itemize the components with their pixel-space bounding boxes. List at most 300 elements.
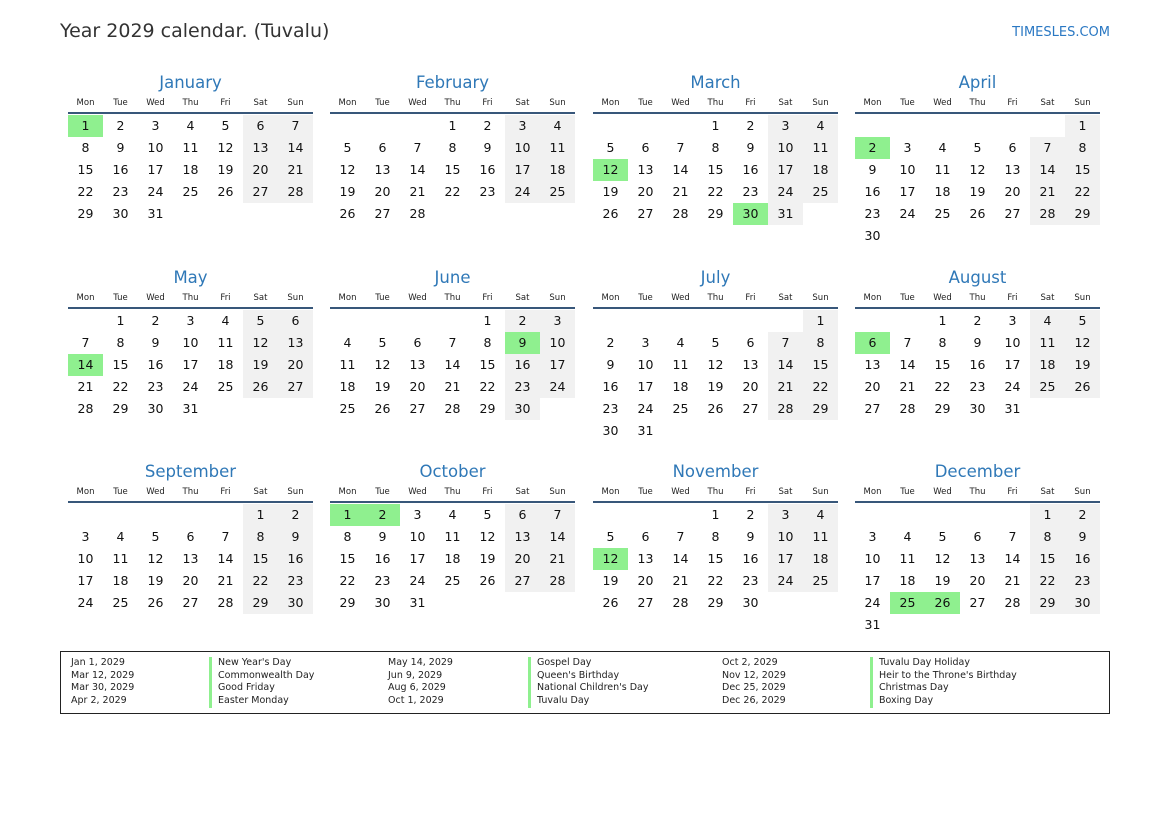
day-grid — [593, 504, 838, 614]
day-cell: 30 — [112, 206, 129, 221]
day-cell: 5 — [606, 529, 615, 544]
day-cell: 13 — [969, 551, 986, 566]
day-cell: 21 — [1004, 573, 1021, 588]
day-cell: 12 — [969, 162, 986, 177]
weekday-label: Wed — [671, 293, 690, 303]
holiday-name: Gospel Day — [528, 657, 648, 670]
day-cell: 20 — [505, 548, 540, 570]
day-cell: 21 — [409, 184, 426, 199]
day-cell: 3 — [186, 313, 195, 328]
day-cell: 16 — [742, 162, 759, 177]
month-name: July — [700, 268, 731, 287]
header-rule — [68, 501, 313, 503]
day-cell: 17 — [182, 357, 199, 372]
empty-cell — [663, 504, 698, 526]
day-cell: 15 — [1030, 548, 1065, 570]
weekday-label: Thu — [707, 487, 724, 497]
day-cell: 3 — [81, 529, 90, 544]
weekday-label: Wed — [933, 487, 952, 497]
weekday-label: Fri — [482, 98, 493, 108]
day-cell: 22 — [1065, 181, 1100, 203]
weekday-header — [330, 97, 575, 112]
empty-cell — [960, 115, 995, 137]
day-cell: 3 — [868, 529, 877, 544]
day-cell: 24 — [1004, 379, 1021, 394]
day-cell: 27 — [637, 595, 654, 610]
holiday-day-cell: 6 — [855, 332, 890, 354]
month-november — [593, 461, 838, 614]
month-name: June — [434, 268, 471, 287]
weekday-label: Tue — [113, 487, 128, 497]
weekday-label: Sat — [515, 293, 530, 303]
weekday-label: Sun — [287, 293, 304, 303]
day-cell: 17 — [637, 379, 654, 394]
weekday-label: Wed — [408, 293, 427, 303]
weekday-label: Tue — [900, 487, 915, 497]
empty-cell — [400, 310, 435, 332]
empty-cell — [365, 115, 400, 137]
day-cell: 19 — [243, 354, 278, 376]
day-cell: 16 — [969, 357, 986, 372]
day-cell: 6 — [278, 310, 313, 332]
weekday-label: Sat — [253, 293, 268, 303]
day-cell: 3 — [768, 504, 803, 526]
day-cell: 9 — [278, 526, 313, 548]
weekday-header — [593, 97, 838, 112]
empty-cell — [663, 115, 698, 137]
day-cell: 3 — [413, 507, 422, 522]
day-cell: 7 — [221, 529, 230, 544]
day-cell: 31 — [1004, 401, 1021, 416]
day-cell: 9 — [378, 529, 387, 544]
header-rule — [593, 307, 838, 309]
day-cell: 26 — [602, 206, 619, 221]
empty-cell — [593, 310, 628, 332]
header-rule — [593, 112, 838, 114]
holiday-date: Mar 30, 2029 — [71, 682, 135, 694]
holiday-name: National Children's Day — [528, 682, 648, 695]
day-cell: 3 — [641, 335, 650, 350]
day-cell: 10 — [147, 140, 164, 155]
day-cell: 21 — [672, 573, 689, 588]
weekday-label: Mon — [76, 98, 95, 108]
weekday-header — [68, 97, 313, 112]
day-cell: 27 — [505, 570, 540, 592]
weekday-label: Wed — [408, 98, 427, 108]
month-name: February — [415, 73, 490, 92]
day-cell: 15 — [243, 548, 278, 570]
day-cell: 11 — [217, 335, 234, 350]
month-march — [593, 72, 838, 225]
day-cell: 8 — [711, 529, 720, 544]
day-cell: 19 — [602, 184, 619, 199]
weekday-label: Sat — [253, 487, 268, 497]
day-cell: 15 — [444, 162, 461, 177]
weekday-label: Sun — [1074, 487, 1091, 497]
weekday-label: Wed — [408, 487, 427, 497]
day-cell: 12 — [243, 332, 278, 354]
day-cell: 7 — [903, 335, 912, 350]
day-cell: 23 — [969, 379, 986, 394]
day-grid — [855, 504, 1100, 636]
holiday-day-cell: 12 — [593, 159, 628, 181]
weekday-label: Fri — [220, 293, 231, 303]
day-cell: 13 — [1004, 162, 1021, 177]
day-cell: 30 — [1065, 592, 1100, 614]
day-cell: 5 — [151, 529, 160, 544]
empty-cell — [733, 310, 768, 332]
day-cell: 4 — [186, 118, 195, 133]
day-cell: 28 — [899, 401, 916, 416]
day-cell: 28 — [217, 595, 234, 610]
day-cell: 3 — [151, 118, 160, 133]
day-cell: 12 — [934, 551, 951, 566]
day-cell: 26 — [243, 376, 278, 398]
day-cell: 6 — [378, 140, 387, 155]
day-cell: 28 — [768, 398, 803, 420]
day-cell: 11 — [444, 529, 461, 544]
day-cell: 30 — [278, 592, 313, 614]
empty-cell — [855, 115, 890, 137]
day-cell: 28 — [672, 595, 689, 610]
day-grid — [330, 504, 575, 614]
holiday-name: Queen's Birthday — [528, 670, 648, 683]
day-cell: 14 — [768, 354, 803, 376]
holiday-name: Good Friday — [209, 682, 314, 695]
day-cell: 22 — [339, 573, 356, 588]
day-cell: 7 — [413, 140, 422, 155]
day-cell: 25 — [803, 570, 838, 592]
day-cell: 9 — [746, 140, 755, 155]
day-cell: 14 — [409, 162, 426, 177]
day-cell: 6 — [746, 335, 755, 350]
day-cell: 27 — [243, 181, 278, 203]
empty-cell — [698, 310, 733, 332]
day-cell: 15 — [803, 354, 838, 376]
day-grid — [68, 310, 313, 420]
weekday-label: Sat — [778, 293, 793, 303]
holiday-day-cell: 2 — [365, 504, 400, 526]
day-cell: 9 — [973, 335, 982, 350]
empty-cell — [365, 310, 400, 332]
day-cell: 9 — [746, 529, 755, 544]
day-cell: 5 — [378, 335, 387, 350]
day-cell: 2 — [1065, 504, 1100, 526]
day-cell: 8 — [1030, 526, 1065, 548]
day-cell: 22 — [243, 570, 278, 592]
day-cell: 23 — [505, 376, 540, 398]
day-cell: 30 — [374, 595, 391, 610]
day-cell: 15 — [479, 357, 496, 372]
day-cell: 11 — [803, 137, 838, 159]
day-cell: 29 — [339, 595, 356, 610]
month-name: August — [948, 268, 1007, 287]
weekday-label: Tue — [375, 293, 390, 303]
weekday-label: Sun — [549, 293, 566, 303]
weekday-label: Fri — [745, 293, 756, 303]
day-cell: 17 — [147, 162, 164, 177]
holiday-day-cell: 30 — [733, 203, 768, 225]
day-cell: 29 — [112, 401, 129, 416]
holiday-date: Oct 1, 2029 — [388, 695, 444, 707]
day-cell: 5 — [243, 310, 278, 332]
day-cell: 20 — [1004, 184, 1021, 199]
page-title: Year 2029 calendar. (Tuvalu) — [60, 20, 330, 42]
day-cell: 27 — [969, 595, 986, 610]
day-cell: 7 — [81, 335, 90, 350]
day-cell: 12 — [1065, 332, 1100, 354]
day-cell: 13 — [637, 551, 654, 566]
day-cell: 8 — [711, 140, 720, 155]
month-october — [330, 461, 575, 614]
empty-cell — [330, 115, 365, 137]
weekday-label: Tue — [638, 487, 653, 497]
day-cell: 16 — [864, 184, 881, 199]
month-name: October — [419, 462, 486, 481]
day-cell: 25 — [339, 401, 356, 416]
day-cell: 11 — [1030, 332, 1065, 354]
holiday-day-cell: 1 — [330, 504, 365, 526]
weekday-label: Sat — [1040, 487, 1055, 497]
day-cell: 24 — [77, 595, 94, 610]
weekday-header — [855, 292, 1100, 307]
day-cell: 13 — [278, 332, 313, 354]
day-cell: 28 — [409, 206, 426, 221]
day-cell: 13 — [182, 551, 199, 566]
holiday-day-cell: 1 — [68, 115, 103, 137]
holiday-name-column — [209, 657, 314, 708]
day-cell: 19 — [374, 379, 391, 394]
day-cell: 18 — [217, 357, 234, 372]
day-cell: 30 — [864, 228, 881, 243]
empty-cell — [995, 504, 1030, 526]
day-cell: 8 — [803, 332, 838, 354]
day-cell: 1 — [116, 313, 125, 328]
weekday-label: Thu — [182, 293, 199, 303]
day-cell: 14 — [899, 357, 916, 372]
day-cell: 19 — [1065, 354, 1100, 376]
day-cell: 31 — [768, 203, 803, 225]
day-cell: 14 — [672, 551, 689, 566]
day-cell: 28 — [672, 206, 689, 221]
day-cell: 12 — [217, 140, 234, 155]
day-cell: 26 — [217, 184, 234, 199]
day-cell: 8 — [116, 335, 125, 350]
empty-cell — [1030, 115, 1065, 137]
day-cell: 19 — [217, 162, 234, 177]
day-cell: 17 — [768, 548, 803, 570]
day-cell: 1 — [1065, 115, 1100, 137]
day-cell: 17 — [409, 551, 426, 566]
weekday-label: Thu — [969, 293, 986, 303]
weekday-label: Sat — [778, 98, 793, 108]
day-cell: 25 — [444, 573, 461, 588]
day-cell: 19 — [707, 379, 724, 394]
day-cell: 8 — [483, 335, 492, 350]
day-cell: 15 — [112, 357, 129, 372]
day-cell: 12 — [707, 357, 724, 372]
weekday-header — [855, 97, 1100, 112]
day-cell: 26 — [602, 595, 619, 610]
weekday-label: Sun — [549, 98, 566, 108]
weekday-label: Tue — [375, 98, 390, 108]
header-rule — [855, 307, 1100, 309]
holiday-list — [60, 651, 1110, 714]
holiday-day-cell: 2 — [855, 137, 890, 159]
day-cell: 26 — [339, 206, 356, 221]
weekday-label: Thu — [182, 487, 199, 497]
weekday-label: Thu — [444, 487, 461, 497]
day-cell: 25 — [182, 184, 199, 199]
day-cell: 13 — [374, 162, 391, 177]
day-cell: 12 — [374, 357, 391, 372]
day-cell: 30 — [147, 401, 164, 416]
weekday-header — [330, 292, 575, 307]
day-cell: 21 — [444, 379, 461, 394]
day-cell: 14 — [217, 551, 234, 566]
day-cell: 24 — [768, 570, 803, 592]
day-cell: 21 — [899, 379, 916, 394]
day-cell: 16 — [147, 357, 164, 372]
site-link[interactable]: TIMESLES.COM — [1012, 25, 1110, 40]
day-cell: 8 — [81, 140, 90, 155]
day-cell: 4 — [540, 115, 575, 137]
day-cell: 7 — [676, 529, 685, 544]
day-cell: 12 — [479, 529, 496, 544]
day-cell: 11 — [540, 137, 575, 159]
day-cell: 4 — [903, 529, 912, 544]
day-cell: 3 — [505, 115, 540, 137]
empty-cell — [138, 504, 173, 526]
day-cell: 19 — [339, 184, 356, 199]
weekday-label: Sun — [549, 487, 566, 497]
header-rule — [855, 501, 1100, 503]
weekday-label: Fri — [482, 487, 493, 497]
empty-cell — [663, 310, 698, 332]
day-cell: 25 — [540, 181, 575, 203]
day-cell: 2 — [278, 504, 313, 526]
weekday-header — [593, 292, 838, 307]
empty-cell — [593, 115, 628, 137]
weekday-label: Sat — [778, 487, 793, 497]
day-cell: 2 — [483, 118, 492, 133]
day-cell: 25 — [112, 595, 129, 610]
holiday-date-column — [388, 657, 453, 708]
day-cell: 16 — [505, 354, 540, 376]
day-cell: 15 — [339, 551, 356, 566]
empty-cell — [173, 504, 208, 526]
empty-cell — [925, 115, 960, 137]
day-cell: 5 — [606, 140, 615, 155]
day-cell: 2 — [606, 335, 615, 350]
weekday-label: Sun — [812, 98, 829, 108]
weekday-label: Mon — [601, 98, 620, 108]
day-cell: 14 — [1004, 551, 1021, 566]
day-cell: 22 — [934, 379, 951, 394]
weekday-label: Wed — [671, 98, 690, 108]
day-cell: 29 — [707, 206, 724, 221]
day-cell: 17 — [1004, 357, 1021, 372]
holiday-name: Christmas Day — [870, 682, 1017, 695]
day-cell: 29 — [479, 401, 496, 416]
day-grid — [593, 310, 838, 442]
day-cell: 7 — [676, 140, 685, 155]
day-cell: 20 — [637, 573, 654, 588]
month-april — [855, 72, 1100, 247]
day-cell: 22 — [803, 376, 838, 398]
month-name: January — [159, 73, 222, 92]
header-rule — [68, 307, 313, 309]
day-grid — [593, 115, 838, 225]
day-cell: 18 — [182, 162, 199, 177]
day-cell: 28 — [540, 570, 575, 592]
weekday-label: Thu — [444, 98, 461, 108]
weekday-label: Mon — [338, 98, 357, 108]
day-cell: 16 — [278, 548, 313, 570]
day-cell: 7 — [768, 332, 803, 354]
day-cell: 16 — [112, 162, 129, 177]
empty-cell — [68, 504, 103, 526]
weekday-label: Mon — [338, 487, 357, 497]
day-cell: 4 — [448, 507, 457, 522]
weekday-label: Mon — [601, 487, 620, 497]
day-cell: 30 — [742, 595, 759, 610]
day-cell: 27 — [182, 595, 199, 610]
day-cell: 30 — [505, 398, 540, 420]
day-cell: 6 — [1008, 140, 1017, 155]
holiday-name: Easter Monday — [209, 695, 314, 708]
holiday-name: Tuvalu Day Holiday — [870, 657, 1017, 670]
day-cell: 16 — [602, 379, 619, 394]
day-cell: 25 — [934, 206, 951, 221]
weekday-label: Fri — [1007, 98, 1018, 108]
day-cell: 26 — [374, 401, 391, 416]
day-cell: 19 — [147, 573, 164, 588]
day-cell: 18 — [339, 379, 356, 394]
day-cell: 26 — [707, 401, 724, 416]
day-cell: 12 — [339, 162, 356, 177]
weekday-label: Thu — [707, 98, 724, 108]
weekday-label: Mon — [601, 293, 620, 303]
weekday-label: Mon — [76, 293, 95, 303]
day-cell: 18 — [934, 184, 951, 199]
day-cell: 29 — [1065, 203, 1100, 225]
day-grid — [855, 115, 1100, 247]
day-cell: 28 — [1004, 595, 1021, 610]
day-cell: 10 — [540, 332, 575, 354]
day-cell: 12 — [147, 551, 164, 566]
day-cell: 15 — [707, 551, 724, 566]
day-cell: 14 — [540, 526, 575, 548]
day-cell: 22 — [707, 184, 724, 199]
day-cell: 3 — [768, 115, 803, 137]
weekday-label: Mon — [338, 293, 357, 303]
day-cell: 18 — [1030, 354, 1065, 376]
day-cell: 21 — [77, 379, 94, 394]
day-cell: 11 — [803, 526, 838, 548]
day-cell: 22 — [707, 573, 724, 588]
header-rule — [330, 112, 575, 114]
day-cell: 2 — [973, 313, 982, 328]
day-cell: 20 — [637, 184, 654, 199]
weekday-label: Wed — [146, 98, 165, 108]
day-cell: 2 — [151, 313, 160, 328]
weekday-label: Mon — [863, 293, 882, 303]
weekday-label: Sun — [1074, 98, 1091, 108]
day-cell: 1 — [711, 507, 720, 522]
month-name: May — [173, 268, 208, 287]
day-cell: 17 — [768, 159, 803, 181]
